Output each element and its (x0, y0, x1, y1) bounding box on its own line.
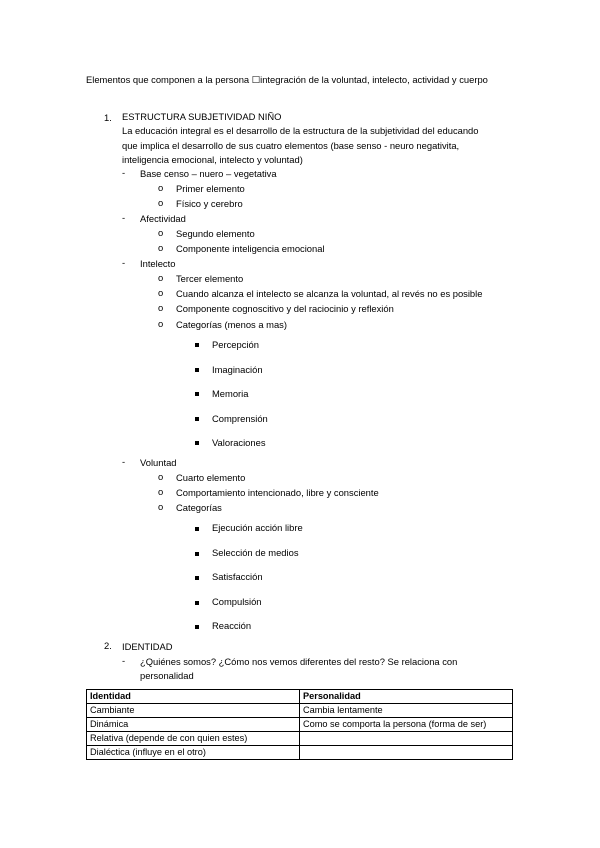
circle-bullet: o (158, 272, 164, 283)
subitem: Memoria (212, 388, 249, 399)
circle-bullet: o (158, 197, 164, 208)
list-item: Componente inteligencia emocional (176, 243, 325, 254)
circle-bullet: o (158, 486, 164, 497)
table-cell: Cambia lentamente (300, 704, 513, 718)
group-label-base: Base censo – nuero – vegetativa (140, 168, 277, 179)
subitem: Selección de medios (212, 547, 299, 558)
section-1-intro-line-1: La educación integral es el desarrollo de la estructura de la subjetividad del educando (122, 125, 479, 136)
square-bullet (195, 368, 199, 372)
circle-bullet: o (158, 318, 164, 329)
section-2-question-line-1: ¿Quiénes somos? ¿Cómo nos vemos diferentes del resto? Se relaciona con (140, 656, 458, 667)
circle-bullet: o (158, 182, 164, 193)
list-item: Categorías (176, 502, 222, 513)
dash-bullet: - (122, 212, 126, 223)
section-1-number: 1. (104, 112, 112, 123)
subitem: Imaginación (212, 364, 263, 375)
circle-bullet: o (158, 501, 164, 512)
list-item: Componente cognoscitivo y del raciocinio y reflexión (176, 303, 394, 314)
table-header-cell: Identidad (87, 690, 300, 704)
table-cell: Dialéctica (influye en el otro) (87, 746, 300, 760)
table-header-row (87, 690, 513, 704)
section-2-question-line-2: personalidad (140, 670, 194, 681)
circle-bullet: o (158, 302, 164, 313)
identity-personality-table (86, 689, 513, 760)
square-bullet (195, 576, 199, 580)
list-item: Categorías (menos a mas) (176, 319, 287, 330)
square-bullet (195, 343, 199, 347)
square-bullet (195, 392, 199, 396)
subitem: Valoraciones (212, 437, 266, 448)
list-item: Cuando alcanza el intelecto se alcanza la voluntad, al revés no es posible (176, 288, 483, 299)
circle-bullet: o (158, 471, 164, 482)
subitem: Satisfacción (212, 571, 263, 582)
circle-bullet: o (158, 242, 164, 253)
square-bullet (195, 601, 199, 605)
table-cell: Como se comporta la persona (forma de ser) (300, 718, 513, 732)
section-2-heading: IDENTIDAD (122, 641, 173, 652)
subitem: Ejecución acción libre (212, 522, 303, 533)
circle-bullet: o (158, 287, 164, 298)
section-1-intro-line-2: que implica el desarrollo de sus cuatro elementos (base senso - neuro negativita, (122, 140, 460, 151)
dash-bullet: - (122, 257, 126, 268)
table-row (87, 746, 513, 760)
list-item: Primer elemento (176, 183, 245, 194)
list-item: Cuarto elemento (176, 472, 246, 483)
list-item: Comportamiento intencionado, libre y consciente (176, 487, 379, 498)
table-cell (300, 732, 513, 746)
table-row (87, 718, 513, 732)
table-row (87, 704, 513, 718)
square-bullet (195, 527, 199, 531)
section-1-heading: ESTRUCTURA SUBJETIVIDAD NIÑO (122, 111, 282, 122)
table-row (87, 732, 513, 746)
circle-bullet: o (158, 227, 164, 238)
square-bullet (195, 552, 199, 556)
subitem: Percepción (212, 339, 259, 350)
table-cell (300, 746, 513, 760)
section-2-number: 2. (104, 640, 112, 651)
square-bullet (195, 417, 199, 421)
group-label-afectividad: Afectividad (140, 213, 186, 224)
square-bullet (195, 625, 199, 629)
subitem: Comprensión (212, 413, 268, 424)
list-item: Físico y cerebro (176, 198, 243, 209)
list-item: Tercer elemento (176, 273, 244, 284)
table-cell: Cambiante (87, 704, 300, 718)
table-header-cell: Personalidad (300, 690, 513, 704)
section-1-intro-line-3: inteligencia emocional, intelecto y voluntad) (122, 154, 303, 165)
list-item: Segundo elemento (176, 228, 255, 239)
dash-bullet: - (122, 456, 126, 467)
group-label-intelecto: Intelecto (140, 258, 176, 269)
square-bullet (195, 441, 199, 445)
table-cell: Relativa (depende de con quien estes) (87, 732, 300, 746)
document-title: Elementos que componen a la persona ☐integración de la voluntad, intelecto, actividad y cuerpo (86, 74, 488, 85)
group-label-voluntad: Voluntad (140, 457, 177, 468)
table-cell: Dinámica (87, 718, 300, 732)
dash-bullet: - (122, 167, 126, 178)
subitem: Compulsión (212, 596, 262, 607)
dash-bullet: - (122, 655, 126, 666)
subitem: Reacción (212, 620, 252, 631)
